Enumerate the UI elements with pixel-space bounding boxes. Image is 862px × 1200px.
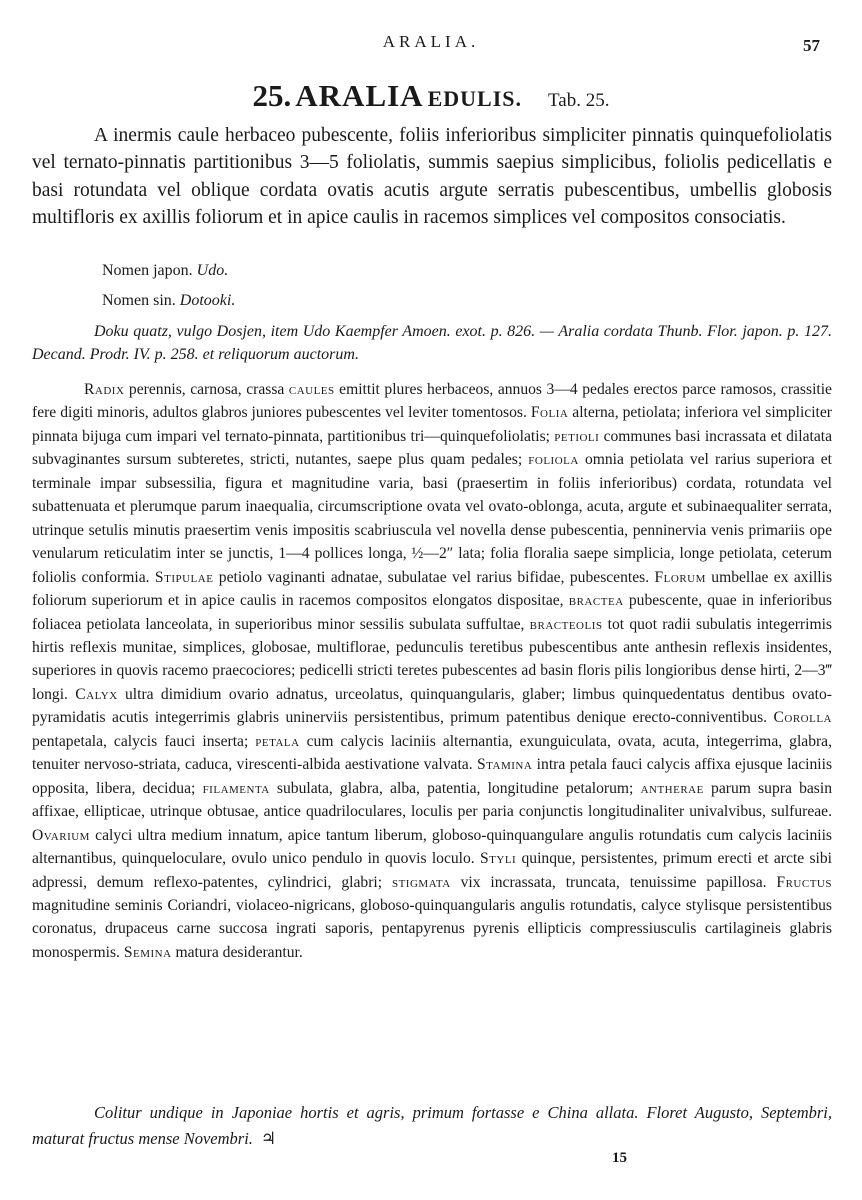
description-text: omnia petiolata vel rarius superiora et terminale impar subsessilia, figura et magnitudine varia, basi (praesertim in foliis inferioribus) cordata, rotundata vel subattenuata et plerumque parum inaequalia, circumscriptione ovata vel ovato-oblonga, acuta, argute et subinaequaliter serrata, utrinque setulis minutis praesertim venis impositis scabriuscula vel novella dense pubescentia, penninervia venis primariis ope venularum reticulatim inter se junctis, 1—4 pollices longa, ½—2″ lata; folia floralia saepe simplicia, longe petiolata, ceterum foliolis conformia. <box>32 451 832 586</box>
description-text: tot quot radii subulatis integerrimis hirtis reflexis munitae, simplices, globosae, multiflorae, pedunculis teretibus pubescentibus ante anthesin reflexis insidentes, superiores in quovis racemo praecociores; pedicelli stricti teretes pubescentes ad basin floris pilis longioribus dense hirti, 2—3‴ longi. <box>32 615 832 703</box>
organ-term: Radix <box>84 381 125 398</box>
organ-term: Corolla <box>773 709 832 727</box>
diagnosis-paragraph: A inermis caule herbaceo pubescente, foliis inferioribus simpliciter pinnatis quinquefoliolatis vel ternato-pinnatis partitionibus 3—5 foliolatis, summis saepius simplicibus, foliolis pedicellatis e basi rotundata vel oblique cordata ovatis acutis argute serratis pubescentibus, umbellis globosis multifloris ex axillis foliorum et in apice caulis in racemos simplices vel compositos consociatis. <box>32 125 832 229</box>
running-title: ARALIA. <box>382 32 480 51</box>
nomen-value: Udo. <box>196 262 229 279</box>
description-text: parum supra basin affixae, ellipticae, utrinque obtusae, antice quadriloculares, loculis per paria conjunctis longitudinaliter univalvibus, sulfureae. <box>32 779 832 821</box>
description-text: communes basi incrassata et dilatata subvaginantes sursum subteretes, stricti, nutantes, saepe plus quam pedales; <box>32 427 832 469</box>
nomen-label: Nomen sin. <box>102 292 176 309</box>
nomen-japonicum <box>102 262 228 280</box>
description-text: quinque, persistentes, primum erecti et arcte sibi adpressi, demum reflexo-patentes, cylindrici, glabri; <box>32 850 832 891</box>
organ-term: stigmata <box>391 873 451 891</box>
organ-term: foliola <box>528 451 579 469</box>
organ-term: Fructus <box>776 873 832 891</box>
organ-term: antherae <box>640 779 704 797</box>
organ-term: Calyx <box>75 685 118 703</box>
description-text: alterna, petiolata; inferiora vel simpliciter pinnata bijuga cum impari vel ternato-pinnata, partitionibus tri—quinquefoliolatis; <box>32 404 832 445</box>
organ-term: Ovarium <box>32 826 90 844</box>
description-text: umbellae ex axillis foliorum superiorum et in apice caulis in racemos compositos elongatos dispositae, <box>32 568 833 610</box>
organ-term: Stamina <box>477 756 533 774</box>
description-text: matura desiderantur. <box>171 943 303 961</box>
description-text: magnitudine seminis Coriandri, violaceo-nigricans, globoso-quinquangularis angulis rotundatis, calyce stylisque persistentibus coronatus, drupaceus carne succosa ingrati saporis, pentapyrenus pyrenis ellipticis compressiusculis cartilagineis glabris monospermis. <box>32 896 832 961</box>
organ-term: bracteolis <box>529 615 603 633</box>
organ-term: petioli <box>554 427 600 445</box>
species-heading <box>0 78 862 114</box>
plate-reference: Tab. 25. <box>548 90 610 111</box>
page-number: 57 <box>803 36 820 55</box>
synonymy-paragraph: Doku quatz, vulgo Dosjen, item Udo Kaempfer Amoen. exot. p. 826. — Aralia cordata Thunb. Flor. japon. p. 127. Decand. Prodr. IV. p. 258. et reliquorum auctorum. <box>32 323 832 363</box>
organ-term: bractea <box>568 592 624 610</box>
description-text: calyci ultra medium innatum, apice tantum liberum, globoso-quinquangulare angulis rotundatis cum calycis laciniis alternantibus, quinqueloculare, ovulo unico pendulo in quovis loculo. <box>32 826 832 868</box>
note-text: Colitur undique in Japoniae hortis et agris, primum fortasse e China allata. Floret Augusto, Septembri, maturat fructus mense Novembri. <box>32 1103 832 1148</box>
organ-term: petala <box>255 732 300 750</box>
nomen-value: Dotooki. <box>179 292 236 309</box>
signature-mark: 15 <box>612 1150 627 1166</box>
organ-term: caules <box>288 381 335 398</box>
nomen-sinicum <box>102 292 235 310</box>
organ-term: Styli <box>479 850 517 868</box>
organ-term: Stipulae <box>154 568 214 586</box>
description-text: subulata, glabra, alba, patentia, longitudine petalorum; <box>269 779 641 797</box>
organ-term: Florum <box>654 568 706 586</box>
description-text: intra petala fauci calycis affixa ejusque laciniis opposita, libera, decidua; <box>32 756 833 797</box>
species-number: 25. <box>252 78 292 113</box>
running-head <box>0 32 862 62</box>
description-text: emittit plures herbaceos, annuos 3—4 pedales erectos parce ramosos, crassitie fere digiti minoris, adultos glabros juniores pubescentes vel leviter tomentosos. <box>32 381 832 422</box>
description-text: pentapetala, calycis fauci inserta; <box>32 732 256 750</box>
description-text: petiolo vaginanti adnatae, subulatae vel rarius bifidae, pubescentes. <box>213 568 655 586</box>
nomen-label: Nomen japon. <box>102 262 193 279</box>
species-genus: ARALIA <box>295 78 424 113</box>
species-epithet: EDULIS. <box>427 86 522 111</box>
organ-term: Folia <box>530 404 569 422</box>
description-text: cum calycis laciniis alternantia, exunguiculata, ovata, acuta, integerrima, glabra, tenuiter nervoso-striata, caduca, virescenti-albida aestivatione valvata. <box>32 732 833 774</box>
description-text: pubescente, quae in inferioribus foliacea petiolata lanceolata, in superioribus minor sessilis subulata suffultae, <box>32 592 832 633</box>
organ-term: Semina <box>123 943 172 961</box>
cultivation-note <box>32 1100 832 1152</box>
description-paragraph <box>32 378 832 964</box>
description-text: ultra dimidium ovario adnatus, urceolatus, quinquangularis, glaber; limbus quinquedentatus dentibus ovato-pyramidatis acutis integerrimis glabris uninerviis persistentibus, primum patentibus denique erecto-conniventibus. <box>32 685 832 727</box>
organ-term: filamenta <box>202 779 270 797</box>
perennial-symbol: ♃ <box>260 1129 277 1148</box>
description-text: perennis, carnosa, crassa <box>124 381 289 398</box>
description-text: vix incrassata, truncata, tenuissime papillosa. <box>450 873 777 891</box>
